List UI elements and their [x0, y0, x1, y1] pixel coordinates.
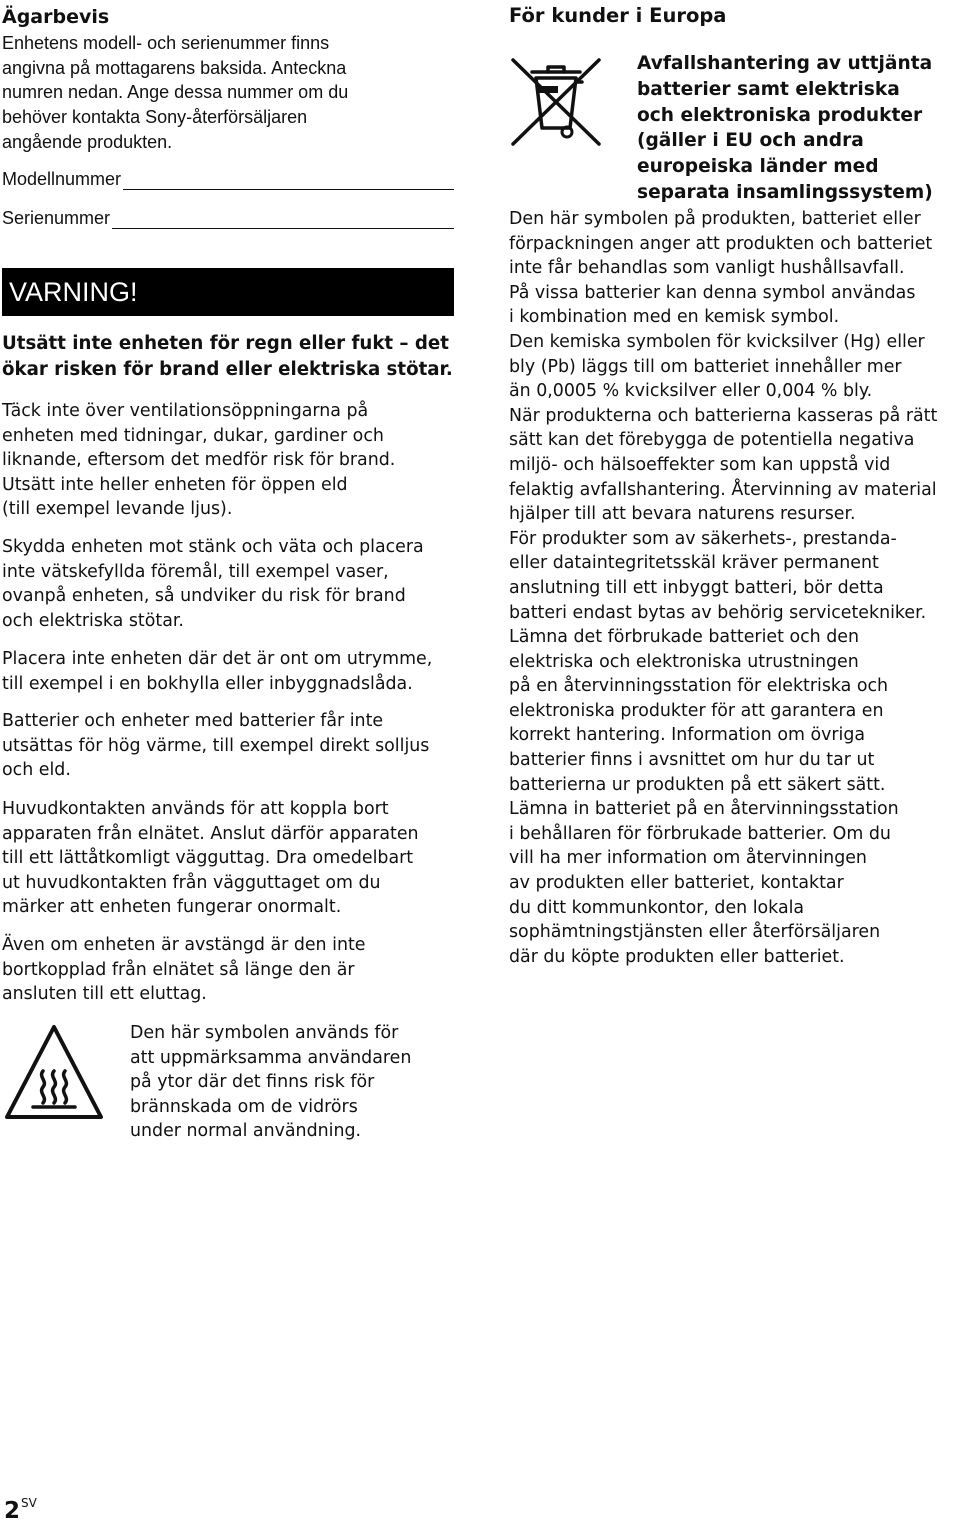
page-number: $2^{SV}$ [4, 1496, 37, 1524]
warning-paragraph: Huvudkontakten används för att koppla bort apparaten från elnätet. Anslut därför apparaten till ett lättåtkomligt vägguttag. Dra omedelbart ut huvudkontakten från vägguttaget om du märker att enheten fungerar onormalt. [2, 799, 419, 918]
europe-paragraph: När produkterna och batterierna kasseras på rätt sätt kan det förebygga de potentiella negativa miljö- och hälsoeffekter som kan uppstå vid felaktig avfallshantering. Återvinning av material hjälper till att bevara naturens resurser. [509, 405, 938, 525]
europe-paragraph: För produkter som av säkerhets-, prestanda- eller dataintegritetsskäl kräver permanent anslutning till ett inbyggt batteri, bör detta batteri endast bytas av behörig servicetekniker. [509, 528, 927, 623]
model-number-label: Modellnummer [2, 169, 122, 189]
weee-subheading: Avfallshantering av uttjänta batterier samt elektriska och elektroniska produkter (gäller i EU och andra europeiska länder med separata insamlingssystem) [637, 53, 933, 203]
hot-surface-warning-icon [3, 1023, 105, 1121]
europe-paragraph: Den kemiska symbolen för kvicksilver (Hg) eller bly (Pb) läggs till om batteriet innehåller mer än 0,0005 % kvicksilver eller 0,004 % bly. [509, 331, 925, 402]
europe-body [509, 207, 960, 969]
warning-banner: VARNING! [2, 268, 454, 316]
europe-paragraph: Lämna in batteriet på en återvinningsstation i behållaren för förbrukade batterier. Om du vill ha mer information om återvinningen av produkten eller batteriet, kontaktar du ditt kommunkontor, den lokala sophämtningstjänsten eller återförsäljaren där du köpte produkten eller batteriet. [509, 799, 899, 967]
warning-paragraph: Batterier och enheter med batterier får inte utsättas för hög värme, till exempel direkt solljus och eld. [2, 711, 430, 781]
europe-paragraph: Lämna det förbrukade batteriet och den elektriska och elektroniska utrustningen på en återvinningsstation för elektriska och elektroniska produkter för att garantera en korrekt hantering. Information om övriga batterier finns i avsnittet om hur du tar ut batterierna ur produkten på ett säkert sätt. [509, 627, 889, 795]
warning-heading: Utsätt inte enheten för regn eller fukt – det ökar risken för brand eller elektriska stötar. [2, 333, 453, 380]
serial-number-label: Serienummer [2, 208, 111, 228]
model-number-field [2, 166, 454, 190]
europe-heading: För kunder i Europa [509, 4, 727, 27]
crossed-out-wheelie-bin-icon [510, 56, 602, 148]
warning-paragraph: Skydda enheten mot stänk och väta och placera inte vätskefyllda föremål, till exempel vaser, ovanpå enheten, så undviker du risk för brand och elektriska stötar. [2, 537, 424, 631]
serial-number-line [112, 208, 454, 229]
model-number-line [123, 169, 454, 190]
warning-paragraph: Placera inte enheten där det är ont om utrymme, till exempel i en bokhylla eller inbyggnadslåda. [2, 649, 433, 694]
hot-surface-description: Den här symbolen används för att uppmärksamma användaren på ytor där det finns risk för brännskada om de vidrörs under normal användning. [130, 1023, 412, 1142]
serial-number-field [2, 205, 454, 229]
ownership-body: Enhetens modell- och serienummer finns angivna på mottagarens baksida. Anteckna numren nedan. Ange dessa nummer om du behöver kontakta Sony-återförsäljaren angående produkten. [2, 33, 349, 152]
europe-paragraph: Den här symbolen på produkten, batteriet eller förpackningen anger att produkten och batteriet inte får behandlas som vanligt hushållsavfall. [509, 209, 933, 279]
ownership-title: Ägarbevis [2, 6, 110, 28]
europe-paragraph: På vissa batterier kan denna symbol användas i kombination med en kemisk symbol. [509, 282, 916, 328]
warning-paragraph: Även om enheten är avstängd är den inte bortkopplad från elnätet så länge den är ansluten till ett eluttag. [2, 935, 366, 1005]
language-code: SV [21, 1496, 37, 1510]
warning-paragraph: Täck inte över ventilationsöppningarna på enheten med tidningar, dukar, gardiner och liknande, eftersom det medför risk för brand. Utsätt inte heller enheten för öppen eld (till exempel levande ljus). [2, 401, 396, 520]
